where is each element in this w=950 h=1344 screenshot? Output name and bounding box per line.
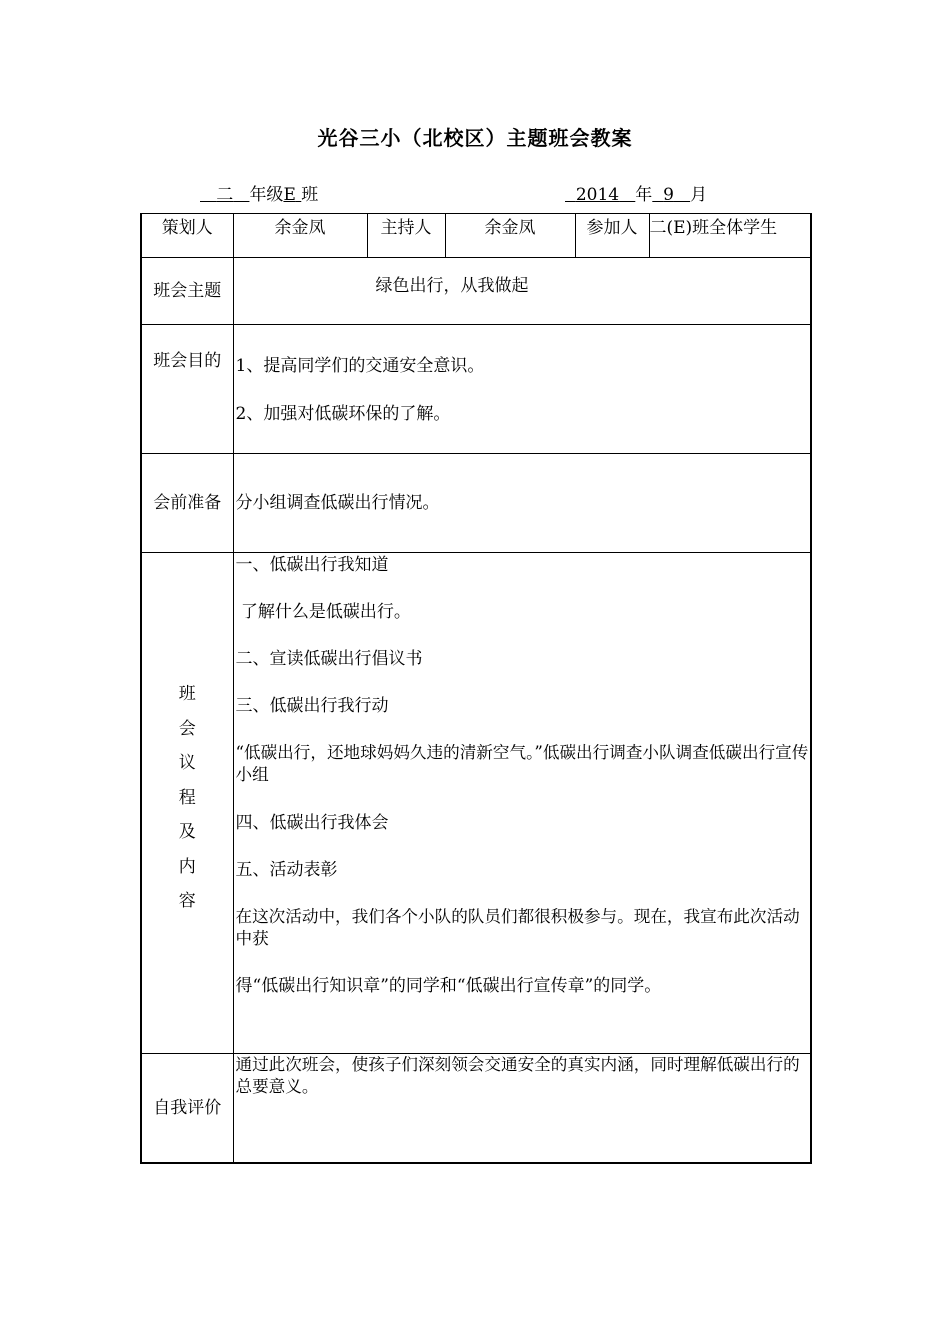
agenda-line: 三、低碳出行我行动 [235, 696, 389, 716]
purpose-item: 2、加强对低碳环保的了解。 [235, 404, 451, 424]
agenda-cell [233, 553, 811, 1054]
agenda-label-char: 程 [178, 787, 196, 808]
agenda-line: 一、低碳出行我知道 [235, 555, 389, 575]
theme-cell [233, 258, 811, 325]
agenda-label-char: 及 [178, 822, 196, 842]
agenda-line: 四、低碳出行我体会 [235, 813, 389, 833]
purpose-label-cell [141, 325, 233, 454]
purpose-label: 班会目的 [153, 351, 222, 371]
prep-value: 分小组调查低碳出行情况。 [235, 493, 440, 513]
evaluation-row [141, 1054, 811, 1164]
evaluation-label: 自我评价 [141, 1054, 233, 1164]
grade-class-line [200, 180, 318, 205]
agenda-line: 得“低碳出行知识章”的同学和“低碳出行宣传章”的同学。 [235, 976, 662, 996]
participants-value: 二(E)班全体学生 [649, 214, 811, 258]
agenda-label-char: 班 [178, 684, 196, 704]
theme-row [141, 258, 811, 325]
purpose-item: 1、提高同学们的交通安全意识。 [235, 356, 485, 376]
agenda-row [141, 553, 811, 1054]
host-label: 主持人 [367, 214, 445, 258]
theme-label: 班会主题 [141, 258, 233, 325]
grade-value: 二 [216, 185, 234, 205]
planner-label: 策划人 [141, 214, 233, 258]
prep-label: 会前准备 [141, 454, 233, 553]
header-row [141, 214, 811, 258]
year-value: 2014 [575, 185, 620, 205]
agenda-label [142, 553, 233, 919]
document-title: 光谷三小（北校区）主题班会教案 [317, 126, 633, 150]
agenda-label-char: 内 [178, 856, 196, 877]
year-label: 年 [635, 185, 653, 205]
evaluation-value: 通过此次班会，使孩子们深刻领会交通安全的真实内涵，同时理解低碳出行的总要意义。 [235, 1055, 800, 1096]
agenda-line: 了解什么是低碳出行。 [235, 602, 411, 622]
agenda-line: “低碳出行，还地球妈妈久违的清新空气。”低碳出行调查小队调查低碳出行宣传小组 [235, 743, 809, 784]
class-label: 班 [301, 185, 319, 205]
grade-label: 年级 [249, 185, 284, 205]
agenda-label-cell [141, 553, 233, 1054]
month-value: 9 [663, 185, 674, 205]
agenda-label-char: 议 [178, 753, 196, 773]
prep-row [141, 454, 811, 553]
purpose-cell [233, 325, 811, 454]
agenda-line: 五、活动表彰 [235, 860, 338, 880]
participants-label: 参加人 [575, 214, 649, 258]
date-line [565, 180, 707, 205]
agenda-label-char: 会 [178, 718, 196, 739]
agenda-label-char: 容 [178, 891, 196, 911]
planner-value: 余金凤 [233, 214, 367, 258]
purpose-row [141, 325, 811, 454]
host-value: 余金凤 [445, 214, 575, 258]
agenda-line: 在这次活动中，我们各个小队的队员们都很积极参与。现在，我宣布此次活动中获 [235, 907, 800, 948]
class-value: E [283, 185, 296, 205]
theme-value: 绿色出行，从我做起 [375, 276, 529, 296]
evaluation-cell [233, 1054, 811, 1164]
agenda-line: 二、宣读低碳出行倡议书 [235, 649, 423, 669]
month-label: 月 [690, 185, 708, 205]
prep-cell [233, 454, 811, 553]
lesson-plan-table [140, 213, 812, 1164]
